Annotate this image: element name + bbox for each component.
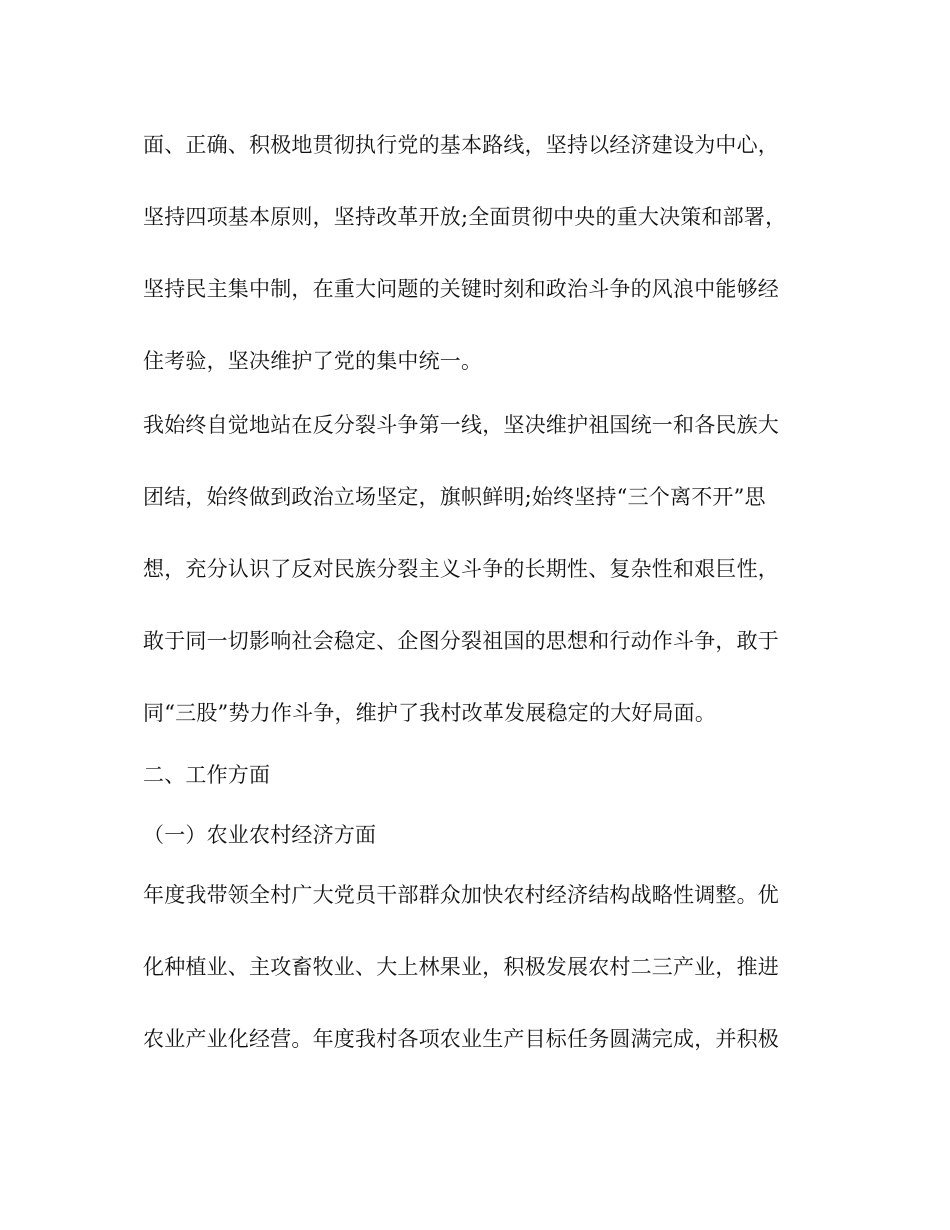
text-line: 敢于同一切影响社会稳定、企图分裂祖国的思想和行动作斗争，敢于	[143, 629, 779, 653]
text-line: 想，充分认识了反对民族分裂主义斗争的长期性、复杂性和艰巨性，	[143, 557, 779, 581]
text-line: 农业产业化经营。年度我村各项农业生产目标任务圆满完成，并积极	[143, 1027, 779, 1051]
text-line: 坚持四项基本原则，坚持改革开放;全面贯彻中央的重大决策和部署，	[143, 205, 787, 229]
text-line: 化种植业、主攻畜牧业、大上林果业，积极发展农村二三产业，推进	[143, 955, 779, 979]
section-heading: 二、工作方面	[143, 763, 271, 787]
subsection-heading: （一）农业农村经济方面	[143, 823, 377, 847]
text-line: 我始终自觉地站在反分裂斗争第一线，坚决维护祖国统一和各民族大	[143, 413, 779, 437]
text-line: 住考验，坚决维护了党的集中统一。	[143, 349, 483, 373]
text-line: 年度我带领全村广大党员干部群众加快农村经济结构战略性调整。优	[143, 883, 779, 907]
text-line: 面、正确、积极地贯彻执行党的基本路线，坚持以经济建设为中心，	[143, 133, 779, 157]
text-line: 团结，始终做到政治立场坚定，旗帜鲜明;始终坚持“三个离不开”思	[143, 485, 766, 509]
text-line: 坚持民主集中制，在重大问题的关键时刻和政治斗争的风浪中能够经	[143, 277, 779, 301]
text-line: 同“三股”势力作斗争，维护了我村改革发展稳定的大好局面。	[143, 701, 717, 725]
